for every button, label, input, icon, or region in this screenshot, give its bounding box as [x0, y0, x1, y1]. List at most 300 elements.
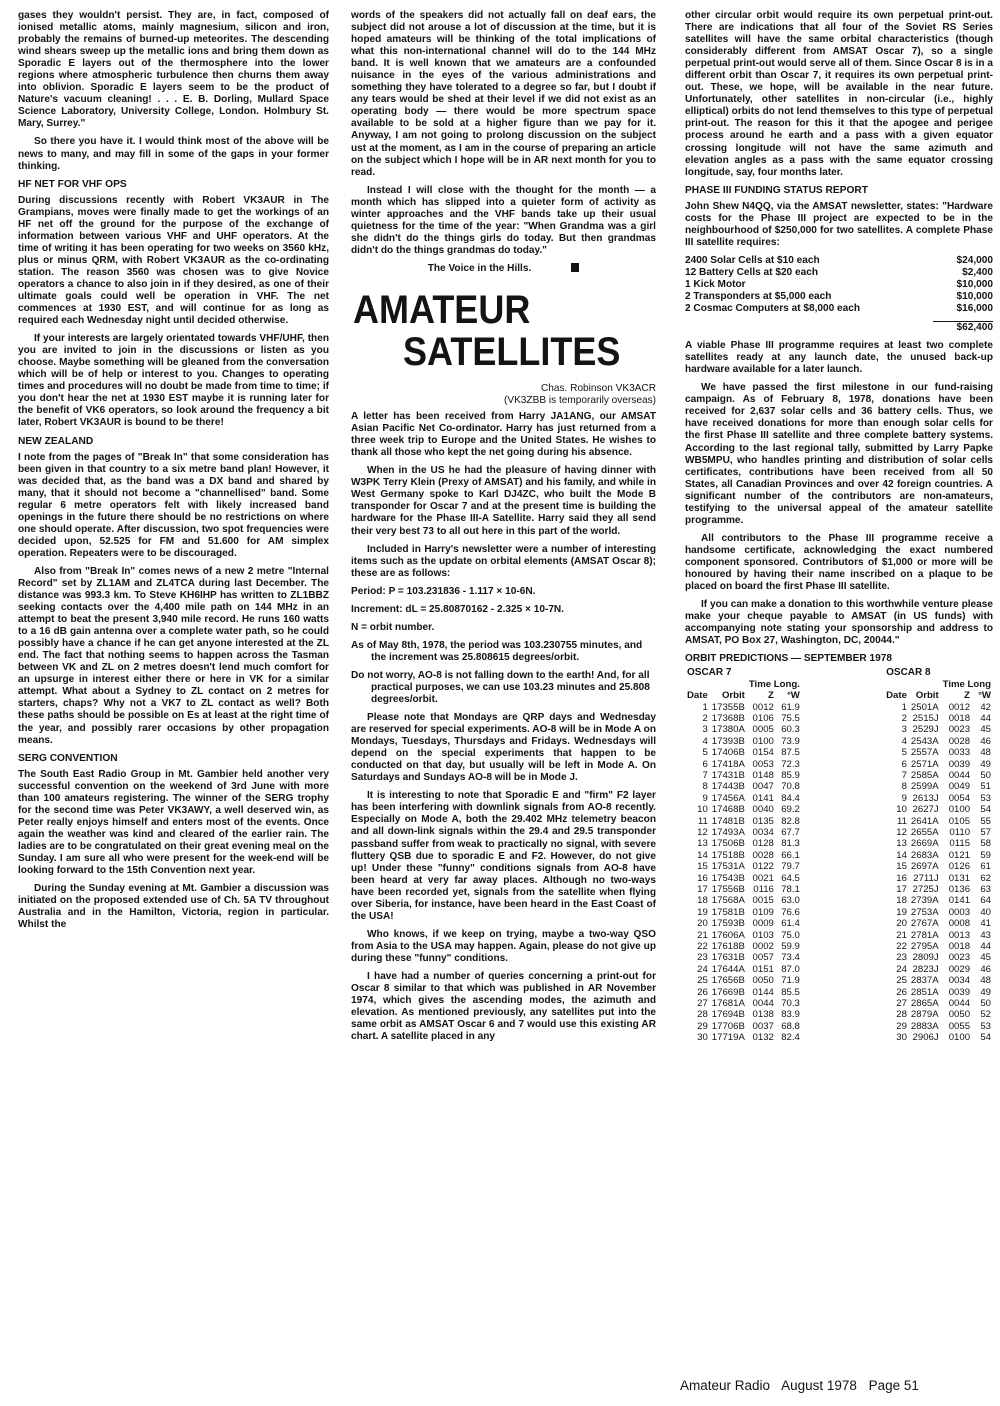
oscar7-cell: 17644A	[711, 963, 745, 975]
oscar7-cell: 17	[697, 884, 708, 896]
oscar8-row	[884, 873, 993, 884]
oscar8-date-header: Date	[886, 690, 907, 702]
article-headline-line-2: SATELLITES	[403, 328, 621, 374]
paragraph: When in the US he had the pleasure of having dinner with W3PK Terry Klein (Prexy of AMSAT) and his family, and while in West Germany spoke to Karl DJ4ZC, who built the Mode B transponder for Oscar 7 and at the present time is building the hardware for the Phase III-A Satellite. Harry said they all send their very best 73 to all out here in this part of the world.	[351, 465, 656, 537]
oscar7-cell: 20	[697, 918, 708, 930]
oscar7-row	[685, 895, 802, 906]
oscar8-cell: 16	[896, 872, 907, 884]
oscar8-cell: 62	[980, 872, 991, 884]
oscar7-cell: 63.0	[781, 895, 800, 907]
oscar7-cell: 17418A	[711, 758, 745, 770]
oscar7-cell: 0148	[752, 769, 774, 781]
oscar7-cell: 17493A	[711, 826, 745, 838]
oscar8-row	[884, 952, 993, 963]
oscar8-cell: 2669A	[910, 838, 939, 850]
oscar8-cell: 53	[980, 1020, 991, 1032]
oscar8-row	[884, 702, 993, 713]
oscar8-cell: 26	[896, 986, 907, 998]
paragraph: gases they wouldn't persist. They are, in fact, composed of ionised metallic atoms, mainly magnesium, silicon and iron, probably the remains of burned-up meteorites. The descending wind shears sweep up the metallic ions and bring them down as Sporadic E layers out of the thermosphere into the lower regions where atmospheric turbulence then churns them away into oblivion. Sporadic E layers seem to be the product of Nature's vacuum cleaning! . . . E. B. Dorling, Mullard Space Science Laboratory, University College, London. Holmbury St. Mary, Surrey."	[18, 10, 329, 130]
cost-amount: $16,000	[956, 303, 993, 315]
oscar7-cell: 0012	[752, 701, 774, 713]
oscar7-cell: 17618B	[711, 941, 745, 953]
oscar8-cell: 55	[980, 815, 991, 827]
oscar7-cell: 17606A	[711, 929, 745, 941]
oscar8-cell: 0121	[948, 849, 971, 861]
paragraph: So there you have it. I would think most of the above will be news to many, and may fill in some of the gaps in your former thinking.	[18, 136, 329, 172]
oscar7-cell: 17481B	[711, 815, 745, 827]
oscar7-cell: 3	[702, 724, 708, 736]
oscar8-cell: 57	[980, 826, 991, 838]
oscar8-cell: 2	[901, 712, 907, 724]
oscar8-cell: 41	[980, 918, 991, 930]
oscar8-cell: 4	[901, 735, 907, 747]
oscar8-cell: 21	[896, 929, 907, 941]
byline-note: (VK3ZBB is temporarily overseas)	[503, 395, 656, 407]
oscar8-row	[884, 895, 993, 906]
oscar7-row	[685, 702, 802, 713]
oscar7-cell: 23	[697, 952, 708, 964]
cost-item: 2 Cosmac Computers at $8,000 each	[685, 303, 861, 315]
oscar8-cell: 23	[896, 952, 907, 964]
orbit-predictions	[685, 667, 993, 1043]
column-2	[351, 10, 656, 1340]
oscar8-row	[884, 861, 993, 872]
oscar8-cell: 0105	[948, 815, 971, 827]
oscar7-cell: 73.9	[781, 735, 800, 747]
oscar7-cell: 0034	[752, 826, 774, 838]
oscar7-row	[685, 816, 802, 827]
oscar7-cell: 82.4	[781, 1032, 800, 1044]
oscar7-row	[685, 793, 802, 804]
oscar7-cell: 30	[697, 1032, 708, 1044]
oscar8-cell: 0141	[948, 895, 971, 907]
oscar8-cell: 44	[980, 712, 991, 724]
oscar7-cell: 17681A	[711, 998, 745, 1010]
oscar8-cell: 2697A	[910, 861, 939, 873]
oscar7-cell: 0015	[752, 895, 774, 907]
oscar7-cell: 0053	[752, 758, 774, 770]
oscar8-cell: 6	[901, 758, 907, 770]
oscar7-row	[685, 918, 802, 929]
oscar7-cell: 0050	[752, 975, 774, 987]
oscar7-cell: 67.7	[781, 826, 800, 838]
oscar7-cell: 14	[697, 849, 708, 861]
oscar8-cell: 0100	[948, 1032, 971, 1044]
oscar8-cell: 0044	[948, 998, 971, 1010]
oscar8-name: OSCAR 8	[886, 667, 931, 679]
oscar8-cell: 2865A	[910, 998, 939, 1010]
paragraph: It is interesting to note that Sporadic E and "firm" F2 layer has been interfering with downlink signals from AO-8 recently. Especially on Mode A, both the 29.402 MHz telemetry beacon and all down-link signals within the 29.4 and 29.5 transponder passband suffer from weak to practically no signal, with severe fluttery QSB due to sporadic E and F2. However, do not give up! Under these "funny" conditions signals from AO-8 have been heard at very far away places. Although no two-ways have been recorded yet, signals from the satellite when flying over Siberia, for instance, have been heard in the East Coast of the USA!	[351, 790, 656, 922]
oscar8-cell: 25	[896, 975, 907, 987]
oscar7-cell: 0144	[752, 986, 774, 998]
oscar7-row	[685, 952, 802, 963]
paragraph: John Shew N4QQ, via the AMSAT newsletter, states: "Hardware costs for the Phase III project are expected to be in the neighbourhood of $250,000 for two satellites. A complete Phase III satellite requires:	[685, 200, 993, 248]
oscar8-cell: 63	[980, 884, 991, 896]
oscar8-row	[884, 838, 993, 849]
oscar7-cell: 17518B	[711, 849, 745, 861]
oscar8-cell: 15	[896, 861, 907, 873]
oscar8-cell: 0013	[948, 929, 971, 941]
paragraph: If you can make a donation to this worthwhile venture please make your cheque payable to AMSAT (in US funds) with accompanying note stating your sponsorship and address to AMSAT, PO Box 27, Washington, DC, 20044."	[685, 599, 993, 647]
oscar8-cell: 17	[896, 884, 907, 896]
oscar8-cell: 2571A	[910, 758, 939, 770]
oscar8-cell: 40	[980, 906, 991, 918]
oscar7-cell: 0021	[752, 872, 774, 884]
oscar8-cell: 0044	[948, 769, 971, 781]
formula-definition: N = orbit number.	[351, 621, 435, 633]
oscar8-cell: 0110	[949, 826, 971, 838]
oscar8-cell: 0028	[948, 735, 971, 747]
oscar8-cell: 2655A	[910, 826, 939, 838]
oscar8-cell: 0054	[948, 792, 971, 804]
oscar8-cell: 7	[901, 769, 907, 781]
oscar8-cell: 1	[901, 701, 907, 713]
section-heading-new-zealand: NEW ZEALAND	[18, 435, 94, 447]
oscar8-timelong-header: Time Long	[942, 678, 991, 690]
oscar8-cell: 46	[980, 735, 991, 747]
oscar7-cell: 17531A	[711, 861, 745, 873]
oscar8-row	[884, 850, 993, 861]
article-headline-line-1: AMATEUR	[353, 286, 531, 332]
cost-item: 12 Battery Cells at $20 each	[685, 266, 818, 278]
oscar7-cell: 9	[702, 792, 708, 804]
oscar7-cell: 0028	[752, 849, 774, 861]
oscar7-cell: 82.8	[781, 815, 800, 827]
oscar7-cell: 17669B	[711, 986, 745, 998]
oscar8-cell: 2883A	[910, 1020, 939, 1032]
column-3	[685, 10, 993, 1350]
oscar7-cell: 2	[702, 712, 708, 724]
oscar7-cell: 79.7	[781, 861, 800, 873]
oscar7-cell: 64.5	[781, 872, 800, 884]
oscar8-cell: 2641A	[910, 815, 939, 827]
oscar8-cell: 0039	[948, 758, 971, 770]
oscar8-cell: 49	[980, 986, 991, 998]
oscar7-row	[685, 1032, 802, 1043]
oscar8-cell: 2879A	[910, 1009, 939, 1021]
oscar8-table	[884, 667, 993, 1043]
oscar8-cell: 0115	[949, 838, 971, 850]
oscar7-timelong-header: Time Long.	[748, 678, 800, 690]
paragraph: If your interests are largely orientated towards VHF/UHF, then you are invited to join in the discussions or listen as you choose. Maybe something will be gleaned from the conversation which will be of help or interest to you. Changes to operating times and procedures will no doubt be made from time to time; if you don't hear the net at 1930 EST maybe it is running later for the benefit of VK6 operators, so look around the frequency a bit later, Robert VK3AUR is bound to be there!	[18, 333, 329, 429]
oscar8-cell: 2725J	[912, 884, 939, 896]
paragraph: All contributors to the Phase III programme receive a handsome certificate, acknowledging the exact numbered component sponsored. Contributors of $1,000 or more will be honoured by having their name inscribed on a plaque to be placed on board the first Phase III satellite.	[685, 532, 993, 593]
oscar8-cell: 48	[980, 975, 991, 987]
oscar7-cell: 0040	[752, 804, 774, 816]
oscar8-cell: 46	[980, 963, 991, 975]
oscar7-cell: 75.5	[781, 712, 800, 724]
oscar8-cell: 48	[980, 747, 991, 759]
oscar8-row	[884, 770, 993, 781]
oscar7-cell: 87.5	[781, 747, 800, 759]
oscar7-cell: 17456A	[711, 792, 745, 804]
oscar8-cell: 2627J	[912, 804, 939, 816]
section-heading-hf-net: HF NET FOR VHF OPS	[18, 178, 127, 190]
oscar8-row	[884, 907, 993, 918]
oscar7-cell: 6	[702, 758, 708, 770]
oscar8-cell: 2851A	[910, 986, 939, 998]
oscar8-cell: 54	[980, 804, 991, 816]
oscar8-cell: 2543A	[910, 735, 939, 747]
oscar7-cell: 0005	[752, 724, 774, 736]
oscar7-cell: 17719A	[711, 1032, 745, 1044]
cost-total: $62,400	[933, 321, 993, 334]
oscar7-cell: 0009	[752, 918, 774, 930]
oscar7-cell: 68.8	[781, 1020, 800, 1032]
oscar7-row	[685, 804, 802, 815]
oscar7-row	[685, 884, 802, 895]
oscar7-row	[685, 736, 802, 747]
oscar7-row	[685, 873, 802, 884]
oscar8-cell: 52	[980, 1009, 991, 1021]
oscar7-cell: 66.1	[781, 849, 800, 861]
oscar8-cell: 61	[980, 861, 991, 873]
oscar7-cell: 70.3	[781, 998, 800, 1010]
oscar8-cell: 0012	[948, 701, 971, 713]
oscar8-cell: 2501A	[910, 701, 939, 713]
oscar7-cell: 26	[697, 986, 708, 998]
oscar7-cell: 19	[697, 906, 708, 918]
oscar7-cell: 21	[697, 929, 708, 941]
paragraph: The South East Radio Group in Mt. Gambier held another very successful convention on the weekend of 3rd June with more than 100 amateurs registering. The winner of the SERG trophy for the second time was Peter VK3AWY, a well deserved win, as Peter really enjoys himself and enters most of the events. Once again the weather was kind and cleared of the earlier rain. The ladies are to be congratulated on their great evening meal on the Sunday. I am sure all who were present for the week-end will be looking forward to the 15th Convention next year.	[18, 768, 329, 876]
page-footer	[680, 1378, 990, 1393]
oscar7-cell: 17568A	[711, 895, 745, 907]
oscar7-cell: 0103	[752, 929, 774, 941]
cost-row	[685, 267, 993, 279]
oscar8-cell: 9	[901, 792, 907, 804]
column-signature: The Voice in the Hills.	[351, 263, 656, 275]
oscar7-cell: 17543B	[711, 872, 745, 884]
oscar7-cell: 10	[697, 804, 708, 816]
paragraph: words of the speakers did not actually fall on deaf ears, the subject did not arouse a lot of discussion at the time, but it is hoped amateurs will be thinking of the total implications of what this non-international channel will do to the 144 MHz band. It is well known that we amateurs are a confounded nuisance in the eyes of the various administrations and something they have tolerated to a degree so far, but I doubt if any tears would be shed at their level if we did not exist as an operating body — there would be more spectrum space available to be sold at a higher figure than we pay for it. Anyway, I am not going to prolong discussion on the subject ust at the moment, as I am in the course of preparing an article on the subject which I hope will be in AR next month for you to read.	[351, 10, 656, 178]
oscar7-cell: 17694B	[711, 1009, 745, 1021]
oscar8-row	[884, 941, 993, 952]
footer-date: August 1978	[781, 1378, 857, 1393]
oscar7-cell: 27	[697, 998, 708, 1010]
oscar8-cell: 5	[901, 747, 907, 759]
oscar8-row	[884, 816, 993, 827]
oscar8-cell: 49	[980, 758, 991, 770]
oscar8-cell: 8	[901, 781, 907, 793]
oscar8-cell: 2767A	[910, 918, 939, 930]
oscar8-cell: 0029	[948, 963, 971, 975]
oscar7-w-header: °W	[786, 690, 800, 702]
oscar7-cell: 17355B	[711, 701, 745, 713]
paragraph: I have had a number of queries concerning a print-out for Oscar 8 similar to that which was published in AR November 1974, which gives the ascending modes, the azimuth and elevation. As mentioned previously, any satellites put into the same orbit as AMSAT Oscar 6 and 7 would use this existing AR chart. A satellite placed in any	[351, 971, 656, 1043]
orbit-predictions-title: ORBIT PREDICTIONS — SEPTEMBER 1978	[685, 653, 892, 665]
oscar8-cell: 3	[901, 724, 907, 736]
oscar7-cell: 75.0	[781, 929, 800, 941]
oscar7-cell: 0057	[752, 952, 774, 964]
oscar7-cell: 17631B	[711, 952, 745, 964]
oscar8-row	[884, 998, 993, 1009]
oscar8-cell: 59	[980, 849, 991, 861]
oscar8-cell: 0018	[948, 712, 971, 724]
paragraph: A viable Phase III programme requires at least two complete satellites ready at any launch date, the unused back-up hardware available for a later launch.	[685, 340, 993, 376]
oscar8-cell: 2529J	[912, 724, 939, 736]
oscar7-row	[685, 964, 802, 975]
oscar7-row	[685, 838, 802, 849]
paragraph: During discussions recently with Robert VK3AUR in The Grampians, moves were finally made to get the workings of an HF net off the ground for the purpose of the exchange of information between various VHF and UHF operators. At the time of writing it has been operating for two weeks on 3560 kHz, plus or minus QRM, with Robert VK3AUR as the co-ordinating station. The reason 3560 was chosen was to give Novice operators a chance to also join in if they desired, as one of their ultimate goals could well be operation in VHF. The net commences at 1930 EST, and will continue for as long as required each Wednesday night until decided otherwise.	[18, 194, 329, 327]
oscar8-cell: 12	[896, 826, 907, 838]
oscar7-cell: 17406B	[711, 747, 745, 759]
oscar8-row	[884, 827, 993, 838]
oscar8-cell: 30	[896, 1032, 907, 1044]
oscar8-row	[884, 975, 993, 986]
oscar8-cell: 18	[896, 895, 907, 907]
oscar7-cell: 17506B	[711, 838, 745, 850]
oscar8-row	[884, 1021, 993, 1032]
oscar8-row	[884, 713, 993, 724]
oscar7-cell: 0128	[752, 838, 774, 850]
oscar7-cell: 61.9	[781, 701, 800, 713]
oscar7-name: OSCAR 7	[687, 667, 732, 679]
oscar8-cell: 2823J	[912, 963, 939, 975]
oscar7-cell: 17393B	[711, 735, 745, 747]
oscar7-cell: 28	[697, 1009, 708, 1021]
oscar8-cell: 0126	[948, 861, 971, 873]
oscar8-row	[884, 724, 993, 735]
oscar8-cell: 2599A	[910, 781, 939, 793]
oscar7-cell: 0151	[752, 963, 774, 975]
paragraph: Included in Harry's newsletter were a number of interesting items such as the update on orbital elements (AMSAT Oscar 8); these are as follows:	[351, 543, 656, 579]
oscar8-cell: 24	[896, 963, 907, 975]
oscar8-cell: 10	[896, 804, 907, 816]
oscar7-cell: 17443B	[711, 781, 745, 793]
oscar8-cell: 2739A	[910, 895, 939, 907]
oscar8-cell: 0136	[948, 884, 971, 896]
oscar7-cell: 85.9	[781, 769, 800, 781]
cost-item: 1 Kick Motor	[685, 278, 746, 290]
oscar8-cell: 2906J	[912, 1032, 939, 1044]
cost-row	[685, 291, 993, 303]
oscar7-cell: 72.3	[781, 758, 800, 770]
oscar8-cell: 2515J	[912, 712, 939, 724]
oscar8-cell: 0018	[948, 941, 971, 953]
oscar8-cell: 64	[980, 895, 991, 907]
oscar7-cell: 29	[697, 1020, 708, 1032]
section-heading-serg-convention: SERG CONVENTION	[18, 752, 118, 764]
oscar7-cell: 22	[697, 941, 708, 953]
oscar7-cell: 4	[702, 735, 708, 747]
oscar7-cell: 0116	[753, 884, 774, 896]
oscar8-cell: 28	[896, 1009, 907, 1021]
paragraph: We have passed the first milestone in our fund-raising campaign. As of February 8, 1978, donations have been received for 2,637 solar cells and 36 battery cells. Thus, we have received donations for more than enough solar cells for the first Phase III satellite and three complete battery systems. According to the last regional tally, submitted by Larry Papke WB5MPU, who handles printing and distribution of solar cells certificates, contributions have been received from all 50 States, all Canadian Provinces and over 42 foreign countries. A significant number of the contributors are non-amateurs, testifying to the universal appeal of the amateur satellite programme.	[685, 382, 993, 526]
cost-table	[685, 255, 993, 315]
oscar8-cell: 43	[980, 929, 991, 941]
oscar8-cell: 50	[980, 998, 991, 1010]
oscar7-row	[685, 998, 802, 1009]
oscar7-cell: 17656B	[711, 975, 745, 987]
oscar7-row	[685, 770, 802, 781]
oscar8-row	[884, 804, 993, 815]
oscar8-orbit-header: Orbit	[915, 690, 939, 702]
oscar7-cell: 17368B	[711, 712, 745, 724]
oscar8-cell: 2613J	[912, 792, 939, 804]
oscar8-cell: 44	[980, 941, 991, 953]
oscar7-row	[685, 747, 802, 758]
oscar8-cell: 0050	[948, 1009, 971, 1021]
oscar8-cell: 0008	[948, 918, 971, 930]
oscar7-cell: 17431B	[711, 769, 745, 781]
oscar7-cell: 13	[697, 838, 708, 850]
oscar7-row	[685, 781, 802, 792]
oscar7-cell: 12	[697, 826, 708, 838]
oscar8-cell: 2781A	[910, 929, 939, 941]
oscar7-cell: 1	[702, 701, 708, 713]
oscar7-cell: 0002	[752, 941, 774, 953]
oscar7-cell: 0122	[752, 861, 774, 873]
paragraph: Do not worry, AO-8 is not falling down to the earth! And, for all practical purposes, we can use 103.23 minutes and 25.808 degrees/orbit.	[351, 669, 650, 706]
oscar8-cell: 45	[980, 724, 991, 736]
oscar8-cell: 45	[980, 952, 991, 964]
oscar8-cell: 11	[896, 815, 907, 827]
oscar8-row	[884, 1009, 993, 1020]
paragraph: As of May 8th, 1978, the period was 103.230755 minutes, and the increment was 25.808615 degrees/orbit.	[351, 639, 643, 663]
oscar8-row	[884, 781, 993, 792]
cost-item: 2 Transponders at $5,000 each	[685, 290, 832, 302]
oscar8-cell: 27	[896, 998, 907, 1010]
oscar8-row	[884, 793, 993, 804]
cost-item: 2400 Solar Cells at $10 each	[685, 254, 820, 266]
section-heading-phase-iii: PHASE III FUNDING STATUS REPORT	[685, 184, 869, 196]
oscar7-cell: 17380A	[711, 724, 745, 736]
oscar7-cell: 11	[697, 815, 708, 827]
oscar7-cell: 5	[702, 747, 708, 759]
paragraph: Also from "Break In" comes news of a new 2 metre "Internal Record" set by ZL1AM and ZL4TCA during last December. The distance was 993.3 km. To Steve KH6IHP has written to ZL1BBZ seeking contacts over the 4,400 mile path on 144 MHz in an attempt to beat the present 3,940 mile record. He runs 160 watts to a 16 dB gain antenna over a complete water path, so he could possibly have a chance if he can get anyone interested at the ZL end. The fact that nothing seems to happen across the Tasman between VK and ZL on 2 metres doesn't lend much comfort for an upsurge in interest either there or here in VK for a similar attempt. What about a Sydney to ZL contact on 2 metres for starters, chaps? Why not a VK7 to ZL contact as well? Both these paths should be possible on Es at least at the right time of the year, and possibly rarer occasions by other propagation means.	[18, 565, 329, 746]
oscar7-cell: 0138	[752, 1009, 774, 1021]
oscar8-cell: 2837A	[910, 975, 939, 987]
oscar7-row	[685, 861, 802, 872]
oscar8-cell: 54	[980, 1032, 991, 1044]
oscar7-cell: 0141	[752, 792, 774, 804]
oscar8-cell: 0023	[948, 952, 971, 964]
paragraph: Please note that Mondays are QRP days and Wednesday are reserved for special experiments. AO-8 will be in Mode A on Mondays, Tuesdays, Thursdays and Fridays. Wednesdays will depend on the special experiments that happen to be conducted on that day, but usually will be left in Mode A. On Saturdays and Sundays AO-8 will be in Mode J.	[351, 712, 656, 784]
oscar7-cell: 0135	[752, 815, 774, 827]
oscar7-cell: 70.8	[781, 781, 800, 793]
oscar8-cell: 0055	[948, 1020, 971, 1032]
oscar8-cell: 14	[896, 849, 907, 861]
oscar7-cell: 61.4	[781, 918, 800, 930]
oscar7-row	[685, 1021, 802, 1032]
paragraph: Who knows, if we keep on trying, maybe a two-way QSO from Asia to the USA may happen. Again, please do not give up during these "funny" conditions.	[351, 928, 656, 964]
oscar8-cell: 0131	[948, 872, 971, 884]
oscar8-row	[884, 930, 993, 941]
oscar7-cell: 15	[697, 861, 708, 873]
paragraph: During the Sunday evening at Mt. Gambier a discussion was initiated on the proposed extended use of Ch. 5A TV throughout Australia and in the Hamilton, Victoria, region in particular. Whilst the	[18, 883, 329, 931]
oscar8-cell: 13	[896, 838, 907, 850]
oscar7-row	[685, 1009, 802, 1020]
oscar7-cell: 0132	[752, 1032, 774, 1044]
oscar7-cell: 69.2	[781, 804, 800, 816]
column-1	[18, 10, 329, 1340]
oscar8-w-header: °W	[978, 690, 991, 702]
cost-row	[685, 303, 993, 315]
oscar7-row	[685, 987, 802, 998]
oscar7-cell: 87.0	[781, 963, 800, 975]
oscar7-row	[685, 907, 802, 918]
oscar7-row	[685, 759, 802, 770]
paragraph: I note from the pages of "Break In" that some consideration has been given in that country to a six metre band plan! However, it was decided that, as the band was a DX band and shared by many, that it should not become a "channellised" band. Some regular 6 metre operators felt with likely increased band openings in the future there should be no restrictions on where one should operate. After discussion, two spot frequencies were decided upon, 52.525 for FM and 51.600 for AM simplex operation. Repeaters were to be discouraged.	[18, 451, 329, 559]
oscar7-cell: 8	[702, 781, 708, 793]
formula-increment: Increment: dL = 25.80870162 - 2.325 × 10-7N.	[351, 603, 565, 615]
oscar7-cell: 85.5	[781, 986, 800, 998]
oscar7-cell: 17706B	[711, 1020, 745, 1032]
footer-page-number: Page 51	[868, 1378, 919, 1393]
oscar7-cell: 17581B	[711, 906, 745, 918]
oscar7-row	[685, 975, 802, 986]
oscar7-cell: 7	[702, 769, 708, 781]
